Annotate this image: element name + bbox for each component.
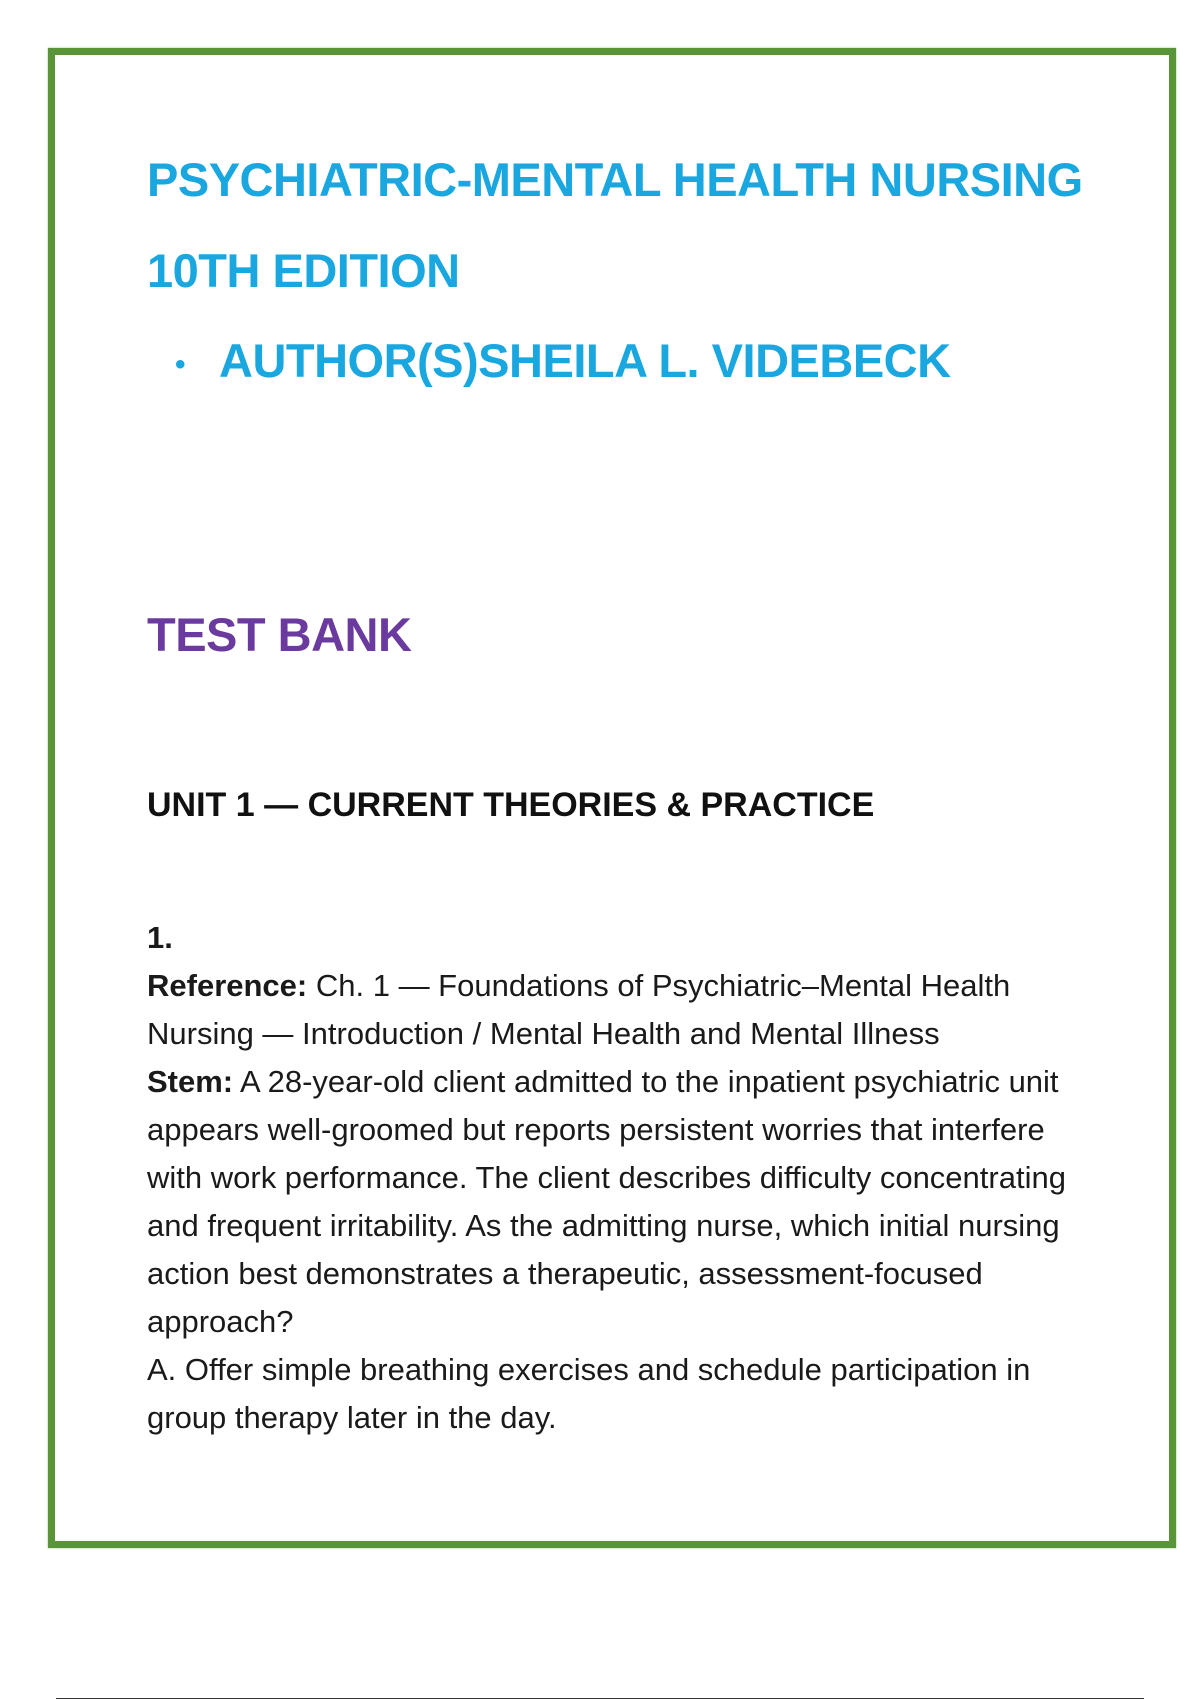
question-reference (147, 962, 1087, 1058)
edition-label: 10TH EDITION (147, 244, 460, 297)
reference-label: Reference: (147, 968, 308, 1003)
test-bank-heading: TEST BANK (147, 608, 412, 661)
answer-option-a: A. Offer simple breathing exercises and schedule participation in group therapy later in the day. (147, 1352, 1031, 1435)
question-number: 1. (147, 920, 173, 955)
author-name: AUTHOR(S)SHEILA L. VIDEBECK (219, 334, 951, 387)
question-block (147, 914, 1087, 1442)
unit-heading: UNIT 1 — CURRENT THEORIES & PRACTICE (147, 786, 875, 824)
bullet-icon: • (175, 347, 186, 381)
question-stem (147, 1058, 1087, 1346)
stem-label: Stem: (147, 1064, 234, 1099)
book-title: PSYCHIATRIC-MENTAL HEALTH NURSING (147, 153, 1083, 206)
reference-text: Ch. 1 — Foundations of Psychiatric–Mental Health Nursing — Introduction / Mental Health and Mental Illness (147, 968, 1011, 1051)
stem-text: A 28-year-old client admitted to the inpatient psychiatric unit appears well-groomed but reports persistent worries that interfere with work performance. The client describes difficulty concentrating and frequent irritability. As the admitting nurse, which initial nursing action best demonstrates a therapeutic, assessment-focused approach? (147, 1064, 1066, 1339)
page-bottom-rule (56, 1698, 1144, 1699)
author-line (175, 333, 951, 393)
